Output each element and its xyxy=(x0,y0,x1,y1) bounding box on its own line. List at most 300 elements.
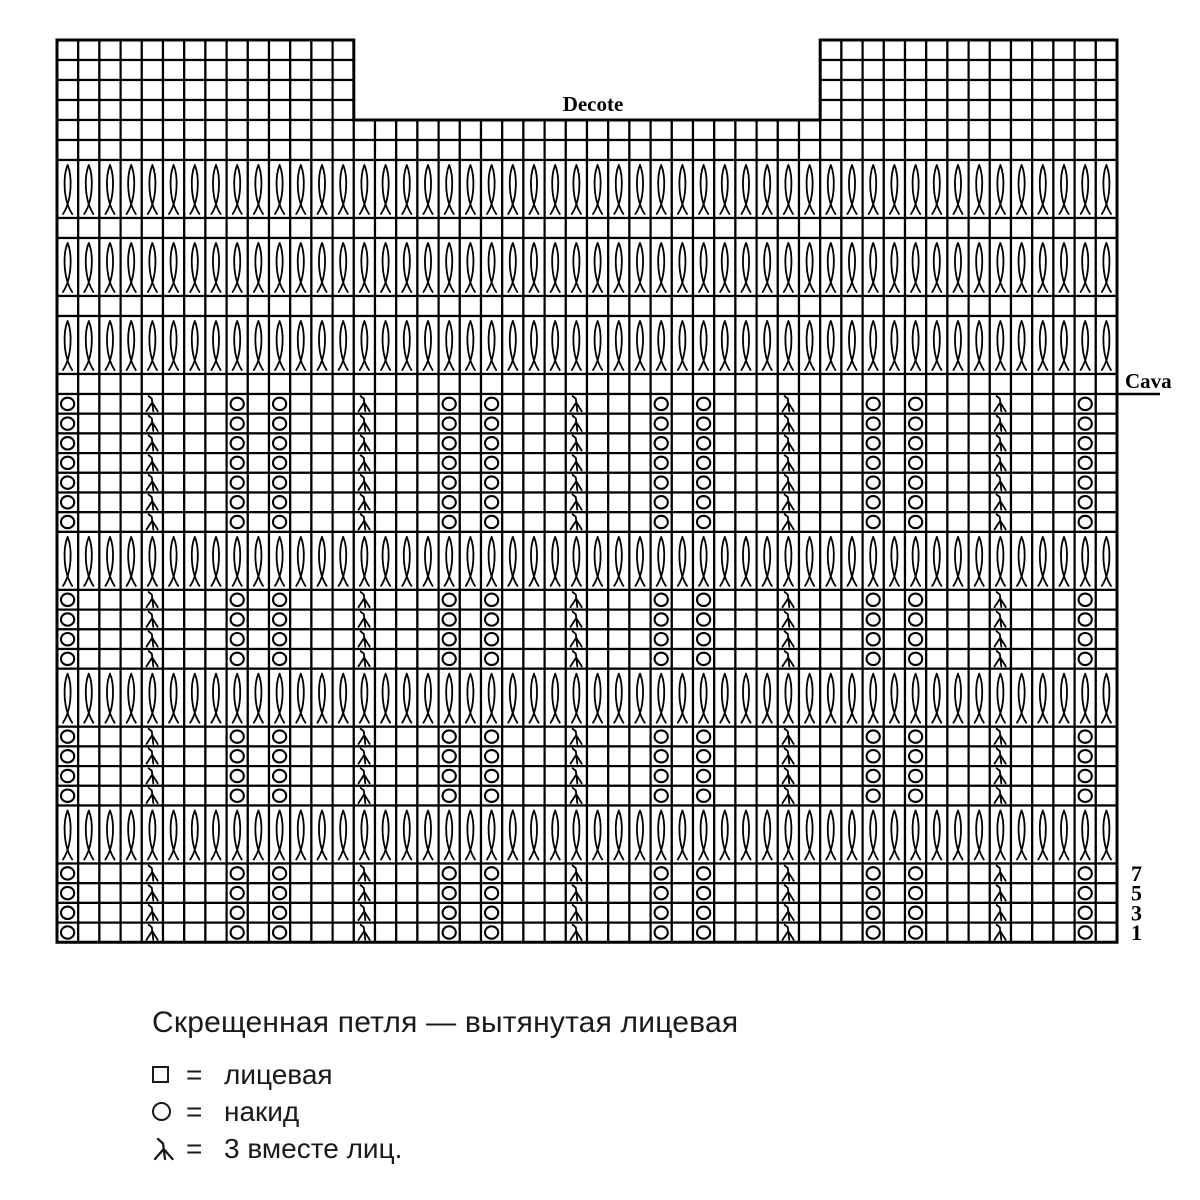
grid-cell xyxy=(481,140,502,160)
grid-cell xyxy=(163,629,184,649)
grid-cell xyxy=(926,493,947,513)
grid-cell xyxy=(608,669,629,727)
grid-cell xyxy=(990,100,1011,120)
grid-cell xyxy=(121,903,142,923)
grid-cell xyxy=(290,394,311,414)
grid-cell xyxy=(926,296,947,316)
grid-cell xyxy=(672,394,693,414)
grid-cell xyxy=(227,40,248,60)
grid-cell xyxy=(142,60,163,80)
grid-cell xyxy=(375,629,396,649)
grid-cell xyxy=(608,864,629,884)
grid-cell xyxy=(735,160,756,218)
grid-cell xyxy=(184,864,205,884)
grid-cell xyxy=(608,374,629,394)
grid-cell xyxy=(57,669,78,727)
grid-cell xyxy=(926,883,947,903)
grid-cell xyxy=(969,532,990,590)
grid-cell xyxy=(78,766,99,786)
grid-cell xyxy=(396,296,417,316)
grid-cell xyxy=(566,296,587,316)
grid-cell xyxy=(566,140,587,160)
grid-cell xyxy=(1096,80,1117,100)
grid-cell xyxy=(926,120,947,140)
grid-cell xyxy=(947,883,968,903)
grid-cell xyxy=(629,473,650,493)
grid-cell xyxy=(248,40,269,60)
grid-cell xyxy=(269,238,290,296)
grid-cell xyxy=(142,140,163,160)
grid-cell xyxy=(99,394,120,414)
grid-cell xyxy=(417,903,438,923)
grid-cell xyxy=(57,806,78,864)
grid-cell xyxy=(545,374,566,394)
grid-cell xyxy=(947,473,968,493)
grid-cell xyxy=(163,40,184,60)
grid-cell xyxy=(545,532,566,590)
grid-cell xyxy=(375,903,396,923)
grid-cell xyxy=(417,883,438,903)
grid-cell xyxy=(502,394,523,414)
grid-cell xyxy=(1075,40,1096,60)
grid-cell xyxy=(269,60,290,80)
grid-cell xyxy=(820,727,841,747)
grid-cell xyxy=(417,160,438,218)
grid-cell xyxy=(799,316,820,374)
grid-cell xyxy=(502,649,523,669)
grid-cell xyxy=(290,512,311,532)
grid-cell xyxy=(799,296,820,316)
grid-cell xyxy=(841,80,862,100)
grid-cell xyxy=(757,238,778,296)
grid-cell xyxy=(417,414,438,434)
grid-cell xyxy=(396,394,417,414)
grid-cell xyxy=(799,610,820,630)
grid-cell xyxy=(608,923,629,943)
grid-cell xyxy=(969,433,990,453)
grid-cell xyxy=(884,238,905,296)
grid-cell xyxy=(629,746,650,766)
grid-cell xyxy=(460,590,481,610)
grid-cell xyxy=(714,316,735,374)
grid-cell xyxy=(947,864,968,884)
grid-cell xyxy=(566,806,587,864)
grid-cell xyxy=(990,532,1011,590)
grid-cell xyxy=(1096,394,1117,414)
grid-cell xyxy=(1096,590,1117,610)
grid-cell xyxy=(502,629,523,649)
grid-cell xyxy=(1032,160,1053,218)
grid-cell xyxy=(545,590,566,610)
grid-cell xyxy=(290,590,311,610)
grid-cell xyxy=(735,629,756,649)
grid-cell xyxy=(969,100,990,120)
grid-cell xyxy=(587,766,608,786)
grid-cell xyxy=(290,296,311,316)
grid-cell xyxy=(248,629,269,649)
grid-cell xyxy=(142,80,163,100)
grid-cell xyxy=(163,806,184,864)
grid-cell xyxy=(1053,40,1074,60)
grid-cell xyxy=(693,238,714,296)
grid-cell xyxy=(1053,218,1074,238)
grid-cell xyxy=(629,610,650,630)
grid-cell xyxy=(757,296,778,316)
grid-cell xyxy=(714,629,735,649)
grid-cell xyxy=(354,160,375,218)
grid-cell xyxy=(396,493,417,513)
grid-cell xyxy=(969,786,990,806)
grid-cell xyxy=(841,414,862,434)
grid-cell xyxy=(290,746,311,766)
grid-cell xyxy=(523,160,544,218)
grid-cell xyxy=(57,374,78,394)
grid-cell xyxy=(1075,160,1096,218)
grid-cell xyxy=(799,394,820,414)
grid-cell xyxy=(523,590,544,610)
grid-cell xyxy=(1011,766,1032,786)
grid-cell xyxy=(333,414,354,434)
grid-cell xyxy=(417,374,438,394)
grid-cell xyxy=(99,453,120,473)
grid-cell xyxy=(142,100,163,120)
grid-cell xyxy=(184,649,205,669)
grid-cell xyxy=(1011,532,1032,590)
grid-cell xyxy=(1032,238,1053,296)
grid-cell xyxy=(78,864,99,884)
grid-cell xyxy=(99,120,120,140)
grid-cell xyxy=(269,296,290,316)
grid-cell xyxy=(629,590,650,610)
grid-cell xyxy=(375,649,396,669)
grid-cell xyxy=(947,296,968,316)
grid-cell xyxy=(969,923,990,943)
grid-cell xyxy=(651,532,672,590)
grid-cell xyxy=(841,727,862,747)
grid-cell xyxy=(290,100,311,120)
grid-cell xyxy=(248,60,269,80)
grid-cell xyxy=(990,40,1011,60)
chart-row-lace xyxy=(57,610,1117,630)
grid-cell xyxy=(523,649,544,669)
grid-cell xyxy=(502,766,523,786)
grid-cell xyxy=(78,140,99,160)
grid-cell xyxy=(714,903,735,923)
grid-cell xyxy=(1032,296,1053,316)
grid-cell xyxy=(799,473,820,493)
legend xyxy=(152,1006,738,1167)
grid-cell xyxy=(184,727,205,747)
grid-cell xyxy=(884,100,905,120)
grid-cell xyxy=(439,316,460,374)
grid-cell xyxy=(78,786,99,806)
grid-cell xyxy=(417,394,438,414)
grid-cell xyxy=(333,727,354,747)
grid-cell xyxy=(99,316,120,374)
grid-cell xyxy=(290,786,311,806)
grid-cell xyxy=(57,238,78,296)
grid-cell xyxy=(735,649,756,669)
grid-cell xyxy=(969,903,990,923)
grid-cell xyxy=(1096,374,1117,394)
grid-cell xyxy=(841,903,862,923)
grid-cell xyxy=(1075,316,1096,374)
grid-cell xyxy=(269,80,290,100)
grid-cell xyxy=(545,160,566,218)
grid-cell xyxy=(545,610,566,630)
grid-cell xyxy=(142,40,163,60)
grid-cell xyxy=(884,140,905,160)
grid-cell xyxy=(523,493,544,513)
grid-cell xyxy=(396,512,417,532)
grid-cell xyxy=(1011,864,1032,884)
grid-cell xyxy=(1053,414,1074,434)
grid-cell xyxy=(523,218,544,238)
grid-cell xyxy=(735,532,756,590)
grid-cell xyxy=(799,532,820,590)
grid-cell xyxy=(947,218,968,238)
grid-cell xyxy=(99,40,120,60)
grid-cell xyxy=(121,629,142,649)
grid-cell xyxy=(1053,160,1074,218)
grid-cell xyxy=(1032,100,1053,120)
grid-cell xyxy=(672,903,693,923)
grid-cell xyxy=(142,296,163,316)
grid-cell xyxy=(608,296,629,316)
grid-cell xyxy=(1053,903,1074,923)
grid-cell xyxy=(947,806,968,864)
grid-cell xyxy=(1011,100,1032,120)
grid-cell xyxy=(735,473,756,493)
grid-cell xyxy=(926,590,947,610)
grid-cell xyxy=(735,238,756,296)
grid-cell xyxy=(481,160,502,218)
grid-cell xyxy=(651,160,672,218)
grid-cell xyxy=(248,786,269,806)
grid-cell xyxy=(608,316,629,374)
grid-cell xyxy=(184,414,205,434)
grid-cell xyxy=(333,120,354,140)
grid-cell xyxy=(714,473,735,493)
grid-cell xyxy=(375,786,396,806)
grid-cell xyxy=(905,218,926,238)
grid-cell xyxy=(290,160,311,218)
grid-cell xyxy=(969,806,990,864)
grid-cell xyxy=(396,414,417,434)
grid-cell xyxy=(1096,903,1117,923)
grid-cell xyxy=(99,883,120,903)
grid-cell xyxy=(205,316,226,374)
grid-cell xyxy=(820,806,841,864)
grid-cell xyxy=(926,40,947,60)
grid-cell xyxy=(757,374,778,394)
grid-cell xyxy=(417,629,438,649)
grid-cell xyxy=(629,727,650,747)
grid-cell xyxy=(502,727,523,747)
grid-cell xyxy=(396,746,417,766)
grid-cell xyxy=(1011,610,1032,630)
grid-cell xyxy=(99,160,120,218)
grid-cell xyxy=(672,590,693,610)
grid-cell xyxy=(184,433,205,453)
grid-cell xyxy=(714,806,735,864)
chart-row-lace xyxy=(57,746,1117,766)
grid-cell xyxy=(799,883,820,903)
grid-cell xyxy=(820,786,841,806)
grid-cell xyxy=(163,453,184,473)
grid-cell xyxy=(1011,786,1032,806)
grid-cell xyxy=(969,60,990,80)
grid-cell xyxy=(248,316,269,374)
grid-cell xyxy=(375,140,396,160)
grid-cell xyxy=(1096,512,1117,532)
grid-cell xyxy=(163,590,184,610)
grid-cell xyxy=(693,316,714,374)
grid-cell xyxy=(311,473,332,493)
grid-cell xyxy=(205,453,226,473)
grid-cell xyxy=(121,316,142,374)
grid-cell xyxy=(693,218,714,238)
grid-cell xyxy=(672,433,693,453)
grid-cell xyxy=(1053,532,1074,590)
grid-cell xyxy=(714,374,735,394)
grid-cell xyxy=(502,786,523,806)
grid-cell xyxy=(587,414,608,434)
grid-cell xyxy=(163,60,184,80)
grid-cell xyxy=(290,316,311,374)
grid-cell xyxy=(354,532,375,590)
grid-cell xyxy=(439,120,460,140)
grid-cell xyxy=(78,394,99,414)
grid-cell xyxy=(354,374,375,394)
grid-cell xyxy=(587,669,608,727)
grid-cell xyxy=(735,669,756,727)
grid-cell xyxy=(142,160,163,218)
grid-cell xyxy=(905,140,926,160)
grid-cell xyxy=(884,806,905,864)
grid-cell xyxy=(735,414,756,434)
grid-cell xyxy=(460,218,481,238)
grid-cell xyxy=(333,473,354,493)
grid-cell xyxy=(757,316,778,374)
grid-cell xyxy=(1096,60,1117,80)
grid-cell xyxy=(947,610,968,630)
grid-cell xyxy=(884,394,905,414)
grid-cell xyxy=(248,806,269,864)
row-numbers xyxy=(1131,861,1142,945)
grid-cell xyxy=(460,512,481,532)
grid-cell xyxy=(417,786,438,806)
grid-cell xyxy=(99,493,120,513)
grid-cell xyxy=(502,453,523,473)
grid-cell xyxy=(841,473,862,493)
chart-row-loop xyxy=(57,238,1117,296)
grid-cell xyxy=(523,473,544,493)
grid-cell xyxy=(947,414,968,434)
grid-cell xyxy=(947,160,968,218)
grid-cell xyxy=(799,218,820,238)
grid-cell xyxy=(608,512,629,532)
grid-cell xyxy=(545,473,566,493)
grid-cell xyxy=(799,649,820,669)
grid-cell xyxy=(629,394,650,414)
grid-cell xyxy=(672,883,693,903)
grid-cell xyxy=(629,649,650,669)
grid-cell xyxy=(672,786,693,806)
grid-cell xyxy=(629,140,650,160)
grid-cell xyxy=(545,864,566,884)
grid-cell xyxy=(884,160,905,218)
grid-cell xyxy=(757,883,778,903)
grid-cell xyxy=(248,453,269,473)
grid-cell xyxy=(57,532,78,590)
grid-cell xyxy=(184,160,205,218)
grid-cell xyxy=(757,512,778,532)
grid-cell xyxy=(1096,669,1117,727)
grid-cell xyxy=(290,864,311,884)
grid-cell xyxy=(121,433,142,453)
grid-cell xyxy=(841,40,862,60)
grid-cell xyxy=(714,649,735,669)
grid-cell xyxy=(354,296,375,316)
grid-cell xyxy=(439,669,460,727)
grid-cell xyxy=(990,218,1011,238)
grid-cell xyxy=(884,649,905,669)
grid-cell xyxy=(417,140,438,160)
grid-cell xyxy=(1053,766,1074,786)
grid-cell xyxy=(757,903,778,923)
grid-cell xyxy=(1032,649,1053,669)
grid-cell xyxy=(969,766,990,786)
grid-cell xyxy=(248,160,269,218)
grid-cell xyxy=(417,218,438,238)
grid-cell xyxy=(311,80,332,100)
grid-cell xyxy=(629,864,650,884)
yarn-over-icon xyxy=(152,1102,186,1121)
grid-cell xyxy=(841,766,862,786)
grid-cell xyxy=(545,649,566,669)
grid-cell xyxy=(969,883,990,903)
grid-cell xyxy=(672,316,693,374)
grid-cell xyxy=(947,532,968,590)
grid-cell xyxy=(990,374,1011,394)
grid-cell xyxy=(99,433,120,453)
grid-cell xyxy=(778,532,799,590)
grid-cell xyxy=(1096,610,1117,630)
grid-cell xyxy=(502,923,523,943)
grid-cell xyxy=(248,394,269,414)
grid-cell xyxy=(608,727,629,747)
grid-cell xyxy=(460,414,481,434)
grid-cell xyxy=(290,532,311,590)
grid-cell xyxy=(460,786,481,806)
grid-cell xyxy=(884,766,905,786)
grid-cell xyxy=(1032,923,1053,943)
grid-cell xyxy=(1053,923,1074,943)
chart-row-loop xyxy=(57,316,1117,374)
grid-cell xyxy=(439,374,460,394)
grid-cell xyxy=(311,493,332,513)
grid-cell xyxy=(1011,629,1032,649)
equals-sign: = xyxy=(186,1132,203,1164)
grid-cell xyxy=(99,903,120,923)
grid-cell xyxy=(947,238,968,296)
grid-cell xyxy=(969,238,990,296)
grid-cell xyxy=(460,453,481,473)
grid-cell xyxy=(799,727,820,747)
grid-cell xyxy=(1032,80,1053,100)
grid-cell xyxy=(396,727,417,747)
